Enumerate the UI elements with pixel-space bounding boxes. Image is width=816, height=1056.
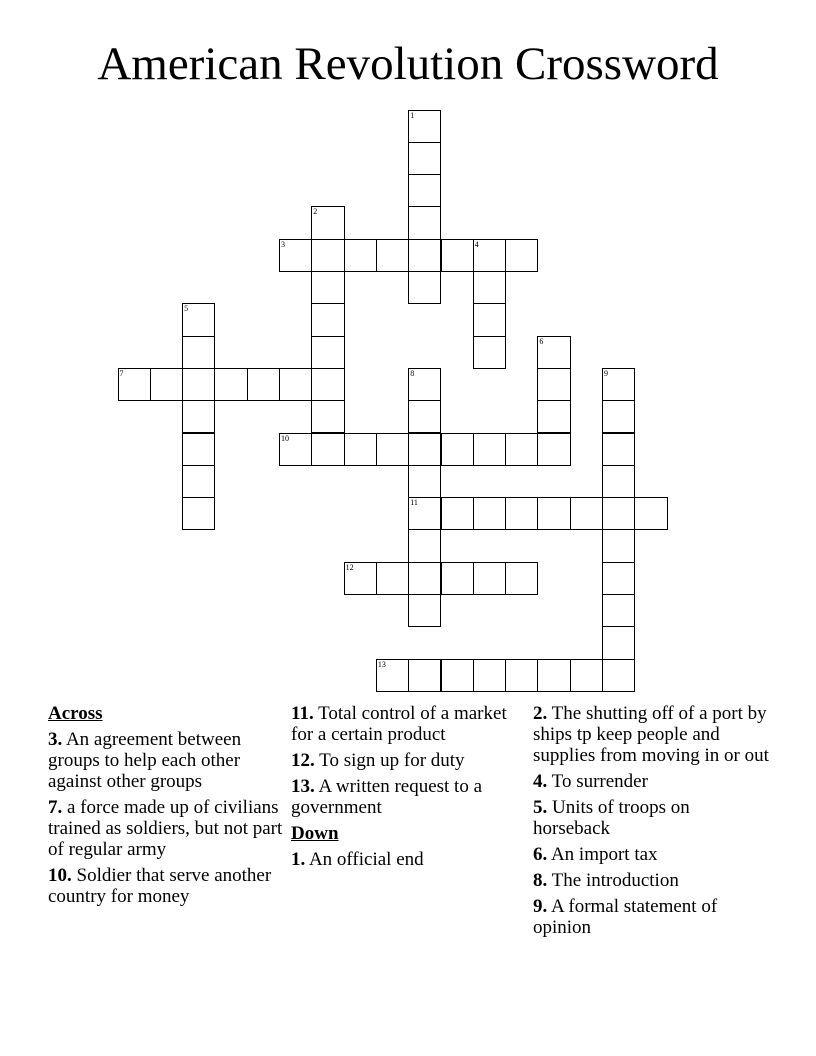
page-title: American Revolution Crossword bbox=[97, 38, 719, 90]
clue-text: Units of troops on horseback bbox=[533, 797, 690, 839]
clue-number: 3. bbox=[48, 729, 63, 750]
grid-cell bbox=[441, 562, 474, 595]
clue-number: 11. bbox=[291, 703, 314, 724]
grid-cell bbox=[344, 562, 377, 595]
cell-number: 13 bbox=[377, 659, 386, 669]
cell-number: 7 bbox=[119, 368, 124, 378]
clue-across-7 bbox=[48, 797, 284, 860]
grid-cell bbox=[473, 303, 506, 336]
cell-number: 1 bbox=[410, 110, 415, 120]
grid-cell bbox=[537, 497, 570, 530]
grid-cell bbox=[537, 368, 570, 401]
clue-number: 9. bbox=[533, 896, 548, 917]
grid-cell bbox=[408, 433, 441, 466]
grid-cell bbox=[182, 433, 215, 466]
grid-cell bbox=[408, 400, 441, 433]
cell-number: 6 bbox=[539, 336, 544, 346]
grid-cell bbox=[602, 465, 635, 498]
grid-cell bbox=[473, 433, 506, 466]
clue-number: 5. bbox=[533, 797, 548, 818]
grid-cell bbox=[602, 529, 635, 562]
cell-number: 12 bbox=[345, 562, 354, 572]
grid-cell bbox=[537, 400, 570, 433]
grid-cell bbox=[182, 336, 215, 369]
grid-cell bbox=[408, 368, 441, 401]
clues-column-2 bbox=[291, 703, 523, 875]
grid-cell bbox=[408, 465, 441, 498]
clue-text: a force made up of civilians trained as soldiers, but not part of regular army bbox=[48, 797, 283, 860]
grid-cell bbox=[408, 206, 441, 239]
grid-cell bbox=[602, 659, 635, 692]
clue-text: A written request to a government bbox=[291, 776, 483, 818]
down-heading: Down bbox=[291, 823, 339, 844]
clue-across-10 bbox=[48, 865, 284, 907]
clue-text: An import tax bbox=[550, 844, 658, 865]
grid-cell bbox=[441, 497, 474, 530]
cell-number: 5 bbox=[184, 304, 189, 314]
clue-across-11 bbox=[291, 703, 523, 745]
grid-cell bbox=[376, 239, 409, 272]
grid-cell bbox=[537, 336, 570, 369]
grid-cell bbox=[537, 433, 570, 466]
clue-number: 4. bbox=[533, 771, 548, 792]
grid-cell bbox=[505, 433, 538, 466]
clue-text: An agreement between groups to help each other against other groups bbox=[48, 729, 242, 792]
grid-cell bbox=[537, 659, 570, 692]
grid-cell bbox=[408, 497, 441, 530]
grid-cell bbox=[570, 659, 603, 692]
grid-cell bbox=[182, 303, 215, 336]
cell-number: 3 bbox=[281, 239, 285, 249]
clue-across-13 bbox=[291, 776, 523, 818]
grid-cell bbox=[408, 659, 441, 692]
clue-down-5 bbox=[533, 797, 769, 839]
clue-number: 8. bbox=[533, 870, 548, 891]
grid-cell bbox=[634, 497, 667, 530]
clues-column-3 bbox=[533, 703, 769, 943]
grid-cell bbox=[441, 433, 474, 466]
grid-cell bbox=[311, 239, 344, 272]
grid-cell bbox=[441, 659, 474, 692]
grid-cell bbox=[505, 562, 538, 595]
grid-cell bbox=[182, 497, 215, 530]
grid-cell bbox=[505, 659, 538, 692]
clue-number: 6. bbox=[533, 844, 548, 865]
clue-down-1 bbox=[291, 849, 523, 870]
grid-cell bbox=[570, 497, 603, 530]
grid-cell bbox=[311, 400, 344, 433]
grid-cell bbox=[344, 239, 377, 272]
clue-text: Total control of a market for a certain product bbox=[291, 703, 507, 745]
grid-cell bbox=[602, 497, 635, 530]
clue-down-6 bbox=[533, 844, 769, 865]
grid-cell bbox=[602, 433, 635, 466]
clue-across-3 bbox=[48, 729, 284, 792]
grid-cell bbox=[182, 368, 215, 401]
clue-number: 10. bbox=[48, 865, 72, 886]
clue-down-8 bbox=[533, 870, 769, 891]
grid-cell bbox=[376, 433, 409, 466]
grid-cell bbox=[182, 400, 215, 433]
clue-text: Soldier that serve another country for money bbox=[48, 865, 272, 907]
grid-cell bbox=[311, 271, 344, 304]
grid-cell bbox=[247, 368, 280, 401]
clue-text: A formal statement of opinion bbox=[533, 896, 718, 938]
cell-number: 9 bbox=[604, 368, 608, 378]
grid-cell bbox=[408, 271, 441, 304]
grid-cell bbox=[602, 562, 635, 595]
cell-number: 4 bbox=[474, 239, 479, 249]
grid-cell bbox=[408, 174, 441, 207]
clue-number: 1. bbox=[291, 849, 306, 870]
grid-cell bbox=[279, 368, 312, 401]
grid-cell bbox=[376, 659, 409, 692]
grid-cell bbox=[441, 239, 474, 272]
clue-number: 2. bbox=[533, 703, 548, 724]
grid-cell bbox=[150, 368, 183, 401]
grid-cell bbox=[408, 142, 441, 175]
grid-cell bbox=[602, 368, 635, 401]
cell-number: 11 bbox=[410, 498, 418, 508]
grid-cell bbox=[344, 433, 377, 466]
grid-cell bbox=[311, 433, 344, 466]
grid-cell bbox=[376, 562, 409, 595]
grid-cell bbox=[473, 659, 506, 692]
grid-cell bbox=[602, 400, 635, 433]
clue-text: An official end bbox=[308, 849, 424, 870]
grid-cell bbox=[505, 239, 538, 272]
grid-cell bbox=[214, 368, 247, 401]
grid-cell bbox=[473, 336, 506, 369]
grid-cell bbox=[182, 465, 215, 498]
grid-cell bbox=[279, 239, 312, 272]
clues-column-1 bbox=[48, 703, 284, 912]
grid-cell bbox=[473, 497, 506, 530]
grid-cell bbox=[473, 239, 506, 272]
grid-cell bbox=[505, 497, 538, 530]
clue-number: 13. bbox=[291, 776, 315, 797]
grid-cell bbox=[311, 336, 344, 369]
clue-across-12 bbox=[291, 750, 523, 771]
clue-text: The introduction bbox=[551, 870, 679, 891]
grid-cell bbox=[602, 626, 635, 659]
grid-cell bbox=[279, 433, 312, 466]
grid-cell bbox=[408, 110, 441, 143]
clue-down-4 bbox=[533, 771, 769, 792]
clue-text: To surrender bbox=[551, 771, 648, 792]
grid-cell bbox=[311, 368, 344, 401]
grid-cell bbox=[408, 529, 441, 562]
grid-cell bbox=[602, 594, 635, 627]
across-heading: Across bbox=[48, 703, 103, 724]
cell-number: 10 bbox=[281, 433, 289, 443]
grid-cell bbox=[473, 271, 506, 304]
clue-text: To sign up for duty bbox=[319, 750, 465, 771]
grid-cell bbox=[408, 562, 441, 595]
clue-down-9 bbox=[533, 896, 769, 938]
grid-cell bbox=[408, 239, 441, 272]
grid-cell bbox=[118, 368, 151, 401]
clue-number: 7. bbox=[48, 797, 63, 818]
grid-cell bbox=[473, 562, 506, 595]
clue-number: 12. bbox=[291, 750, 315, 771]
clue-down-2 bbox=[533, 703, 769, 766]
grid-cell bbox=[408, 594, 441, 627]
grid-cell bbox=[311, 206, 344, 239]
grid-cell bbox=[311, 303, 344, 336]
clue-text: The shutting off of a port by ships tp keep people and supplies from moving in or out bbox=[533, 703, 769, 766]
cell-number: 8 bbox=[410, 368, 415, 378]
cell-number: 2 bbox=[313, 207, 318, 217]
